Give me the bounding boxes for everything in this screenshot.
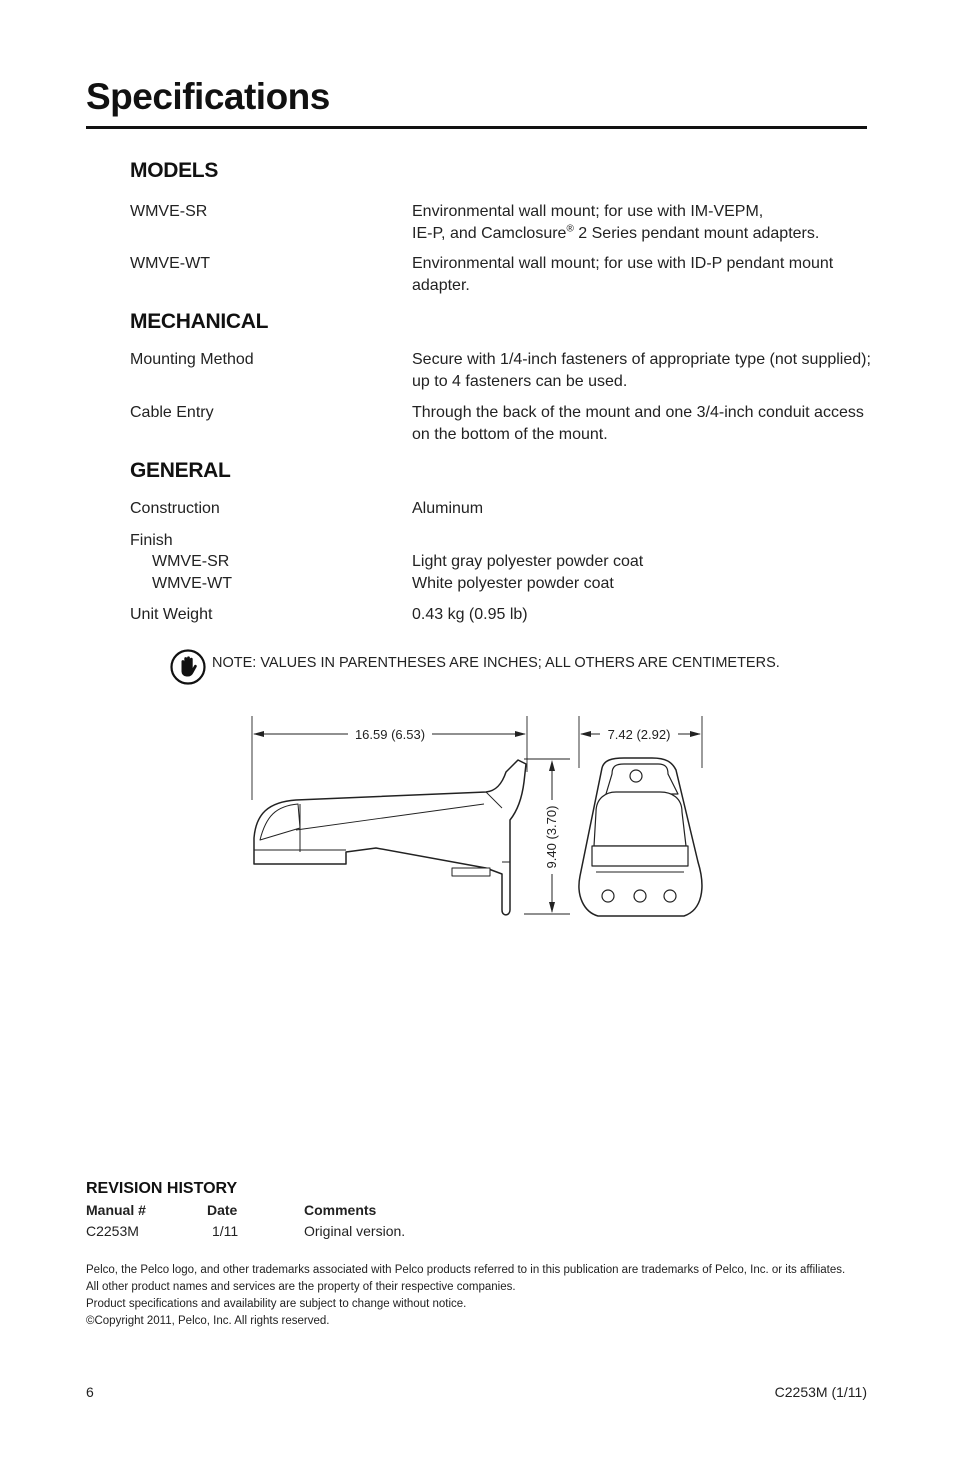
spec-value-cable-entry: Through the back of the mount and one 3/4-inch conduit access on the bottom of the mount. (412, 404, 864, 443)
spec-value-wmve-wt: Environmental wall mount; for use with ID-P pendant mount adapter. (412, 255, 834, 294)
legal-line: Pelco, the Pelco logo, and other trademarks associated with Pelco products referred to in this publication are trademarks of Pelco, Inc. or its affiliates. (86, 1264, 846, 1276)
legal-line: ©Copyright 2011, Pelco, Inc. All rights reserved. (86, 1315, 330, 1327)
spec-value-mounting-method: Secure with 1/4-inch fasteners of appropriate type (not supplied); up to 4 fasteners can be used. (412, 351, 871, 390)
spec-value-construction: Aluminum (412, 500, 484, 517)
spec-label-mounting-method: Mounting Method (130, 351, 254, 368)
revision-cell-comments: Original version. (304, 1223, 406, 1239)
page-title: Specifications (86, 76, 330, 117)
mount-dimension-drawing (240, 712, 710, 927)
hand-stop-icon (170, 649, 206, 685)
revision-cell-date: 1/11 (212, 1223, 239, 1239)
legal-line: All other product names and services are the property of their respective companies. (86, 1281, 516, 1293)
revision-history-title: REVISION HISTORY (86, 1180, 238, 1197)
section-heading-mechanical: MECHANICAL (130, 310, 269, 333)
spec-value-finish-wmve-sr: Light gray polyester powder coat (412, 553, 644, 570)
spec-label-cable-entry: Cable Entry (130, 404, 214, 421)
dimension-height-label: 9.40 (3.70) (544, 805, 559, 869)
section-heading-models: MODELS (130, 159, 219, 182)
spec-label-wmve-sr: WMVE-SR (130, 203, 208, 220)
spec-value-finish-wmve-wt: White polyester powder coat (412, 575, 614, 592)
document-code: C2253M (1/11) (774, 1384, 867, 1400)
spec-label-finish-wmve-sr: WMVE-SR (152, 553, 230, 570)
legal-notice (86, 1262, 845, 1330)
spec-label-wmve-wt: WMVE-WT (130, 255, 210, 272)
legal-line: Product specifications and availability are subject to change without notice. (86, 1298, 467, 1310)
spec-label-unit-weight: Unit Weight (130, 606, 213, 623)
units-note: NOTE: VALUES IN PARENTHESES ARE INCHES; ALL OTHERS ARE CENTIMETERS. (212, 655, 780, 671)
spec-value-wmve-sr: Environmental wall mount; for use with IM-VEPM, IE-P, and Camclosure® 2 Series pendant mount adapters. (412, 203, 820, 242)
revision-header-date: Date (207, 1202, 238, 1218)
spec-label-finish-wmve-wt: WMVE-WT (152, 575, 232, 592)
revision-header-comments: Comments (304, 1202, 377, 1218)
spec-label-finish: Finish (130, 532, 173, 549)
revision-header-manual: Manual # (86, 1202, 146, 1218)
section-heading-general: GENERAL (130, 459, 231, 482)
spec-label-construction: Construction (130, 500, 220, 517)
page-number: 6 (86, 1384, 94, 1400)
title-rule (86, 126, 867, 129)
spec-value-unit-weight: 0.43 kg (0.95 lb) (412, 606, 528, 623)
dimension-length-label: 16.59 (6.53) (354, 727, 426, 742)
dimension-width-label: 7.42 (2.92) (607, 727, 671, 742)
revision-cell-manual: C2253M (86, 1223, 139, 1239)
